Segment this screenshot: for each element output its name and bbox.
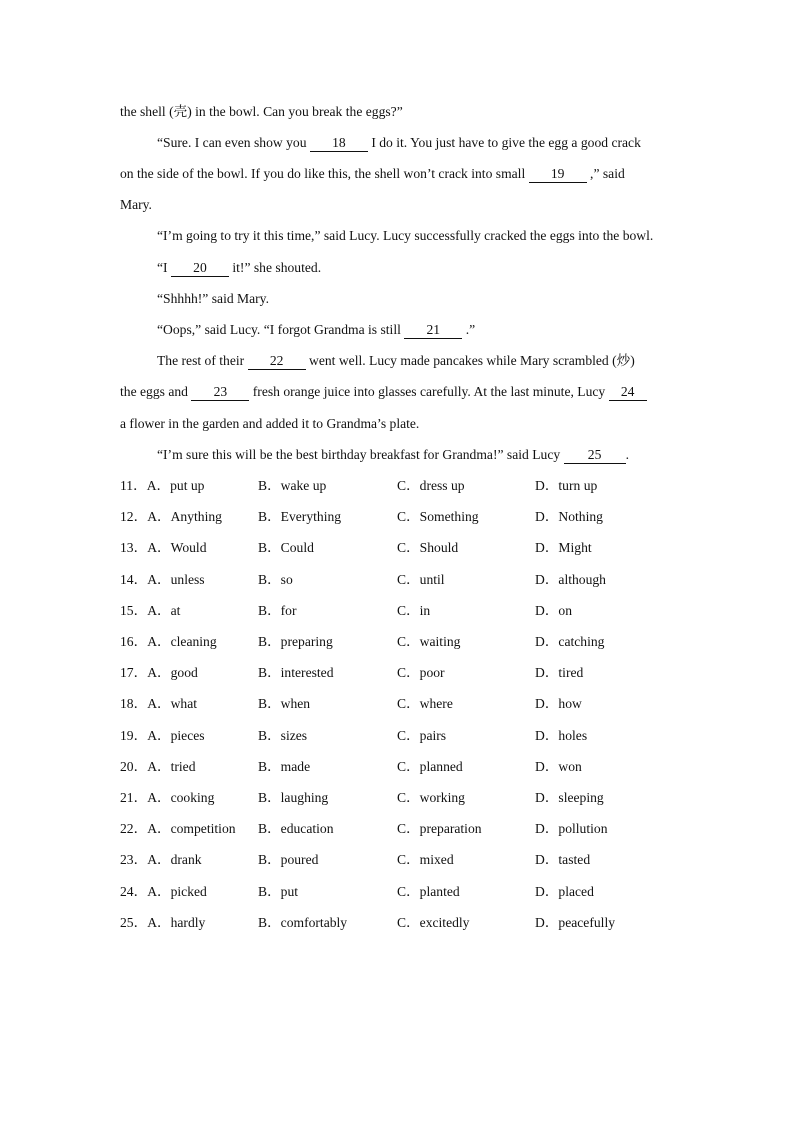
option-b: B．preparing — [258, 634, 333, 649]
option-d: D．tasted — [535, 852, 591, 868]
option-a: A．hardly — [147, 914, 206, 930]
option-c: C．planned — [397, 758, 463, 774]
option-b: B．sizes — [258, 727, 308, 743]
passage-text: the eggs and — [120, 384, 188, 399]
option-b: B．Could — [258, 540, 314, 556]
question-number: 18． — [120, 696, 148, 712]
option-a: A．competition — [147, 821, 236, 837]
question-number: 21． — [120, 790, 148, 805]
option-d: D．placed — [535, 883, 594, 899]
question-number-and-option-a — [120, 882, 207, 902]
option-d: D．Might — [535, 540, 592, 556]
option-a: A．put up — [146, 478, 205, 493]
passage-text: “Shhhh!” said Mary. — [157, 291, 269, 306]
question-number-and-option-a — [120, 694, 197, 714]
question-number-and-option-a — [120, 632, 217, 652]
question-number: 12． — [120, 509, 148, 525]
option-a: A．cleaning — [147, 634, 217, 649]
passage-line — [120, 164, 625, 184]
question-number: 16． — [120, 634, 148, 649]
question-number: 13． — [120, 540, 148, 556]
option-c: C．Should — [397, 540, 459, 556]
question-number: 20． — [120, 758, 148, 774]
option-c: C．pairs — [397, 727, 447, 743]
passage-text: a flower in the garden and added it to Grandma’s plate. — [120, 416, 420, 431]
blank-21: 21 — [404, 322, 462, 339]
question-number-and-option-a — [120, 538, 207, 558]
option-d: D．holes — [535, 727, 588, 743]
option-a: A．unless — [147, 571, 205, 587]
passage-text: Mary. — [120, 197, 152, 212]
passage-text: The rest of their — [157, 353, 245, 368]
question-number-and-option-a — [120, 788, 214, 808]
question-number: 23． — [120, 852, 148, 868]
option-c: C．in — [397, 602, 431, 618]
option-d: D．peacefully — [535, 914, 616, 930]
passage-text: “I — [157, 260, 168, 275]
passage-line — [157, 226, 653, 246]
passage-line — [157, 258, 321, 278]
question-number: 19． — [120, 727, 148, 743]
option-b: B．comfortably — [258, 914, 348, 930]
option-b: B．when — [258, 696, 311, 712]
passage-line — [120, 195, 152, 215]
question-number: 17． — [120, 665, 148, 681]
option-c: C．Something — [397, 509, 479, 525]
option-a: A．pieces — [147, 727, 205, 743]
option-c: C．planted — [397, 883, 460, 899]
blank-19: 19 — [529, 166, 587, 183]
passage-line — [157, 289, 269, 309]
option-a: A．good — [147, 665, 198, 681]
question-number-and-option-a — [120, 476, 204, 496]
question-number: 14． — [120, 571, 148, 587]
question-number-and-option-a — [120, 507, 222, 527]
passage-text: ,” said — [590, 166, 625, 181]
option-a: A．picked — [147, 883, 207, 899]
question-number-and-option-a — [120, 726, 205, 746]
question-number-and-option-a — [120, 601, 180, 621]
question-number: 11． — [120, 478, 147, 493]
question-number: 24． — [120, 883, 148, 899]
passage-text: .” — [465, 322, 476, 337]
passage-text: on the side of the bowl. If you do like this, the shell won’t crack into small — [120, 166, 526, 181]
option-a: A．at — [147, 602, 181, 618]
option-c: C．where — [397, 696, 453, 712]
question-number: 25． — [120, 914, 148, 930]
passage-text: fresh orange juice into glasses carefully. At the last minute, Lucy — [252, 384, 606, 399]
question-number-and-option-a — [120, 570, 205, 590]
passage-line — [120, 382, 647, 402]
passage-text: “I’m sure this will be the best birthday breakfast for Grandma!” said Lucy — [157, 447, 561, 462]
passage-line — [120, 102, 403, 122]
blank-18: 18 — [310, 135, 368, 152]
question-number-and-option-a — [120, 819, 236, 839]
question-number: 22． — [120, 821, 148, 837]
option-b: B．Everything — [258, 509, 342, 525]
question-number-and-option-a — [120, 757, 196, 777]
option-b: B．poured — [258, 852, 319, 868]
passage-line — [157, 320, 475, 340]
option-d: D．how — [535, 696, 582, 712]
option-b: B．put — [258, 883, 299, 899]
option-c: C．mixed — [397, 852, 454, 868]
option-a: A．drank — [147, 852, 202, 868]
passage-text: went well. Lucy made pancakes while Mary scrambled (炒) — [309, 353, 635, 368]
option-b: B．laughing — [258, 790, 329, 805]
option-a: A．tried — [147, 758, 196, 774]
passage-line — [157, 445, 629, 465]
passage-line — [120, 414, 419, 434]
option-d: D．on — [535, 602, 573, 618]
option-b: B．for — [258, 602, 297, 618]
option-a: A．Anything — [147, 509, 222, 525]
question-number-and-option-a — [120, 663, 198, 683]
option-a: A．what — [147, 696, 198, 712]
blank-25: 25 — [564, 447, 626, 464]
option-b: B．made — [258, 758, 311, 774]
question-number-and-option-a — [120, 913, 205, 933]
passage-text: “Oops,” said Lucy. “I forgot Grandma is still — [157, 322, 401, 337]
passage-text: I do it. You just have to give the egg a good crack — [371, 135, 641, 150]
option-a: A．Would — [147, 540, 207, 556]
option-c: C．preparation — [397, 821, 482, 837]
option-b: B．education — [258, 821, 334, 837]
option-d: D．pollution — [535, 821, 608, 837]
option-b: B．so — [258, 571, 293, 587]
passage-text: “I’m going to try it this time,” said Lucy. Lucy successfully cracked the eggs into the bowl. — [157, 228, 654, 243]
blank-22: 22 — [248, 353, 306, 370]
option-c: C．dress up — [397, 478, 465, 493]
option-d: D．Nothing — [535, 509, 603, 525]
passage-line — [157, 351, 635, 371]
option-c: C．until — [397, 571, 445, 587]
blank-24: 24 — [609, 384, 647, 401]
passage-text: it!” she shouted. — [232, 260, 322, 275]
option-c: C．excitedly — [397, 914, 470, 930]
passage-line — [157, 133, 641, 153]
option-b: B．wake up — [258, 478, 327, 493]
option-d: D．catching — [535, 634, 605, 649]
question-number-and-option-a — [120, 850, 202, 870]
option-b: B．interested — [258, 665, 334, 681]
option-d: D．won — [535, 758, 582, 774]
option-a: A．cooking — [147, 790, 215, 805]
passage-text: “Sure. I can even show you — [157, 135, 307, 150]
option-d: D．although — [535, 571, 606, 587]
passage-text: the shell (壳) in the bowl. Can you break the eggs?” — [120, 104, 403, 119]
option-d: D．tired — [535, 665, 584, 681]
option-d: D．sleeping — [535, 790, 604, 805]
blank-23: 23 — [191, 384, 249, 401]
option-c: C．waiting — [397, 634, 461, 649]
passage-text: . — [625, 447, 629, 462]
option-c: C．working — [397, 790, 465, 805]
question-number: 15． — [120, 602, 148, 618]
blank-20: 20 — [171, 260, 229, 277]
option-d: D．turn up — [535, 478, 598, 493]
option-c: C．poor — [397, 665, 445, 681]
